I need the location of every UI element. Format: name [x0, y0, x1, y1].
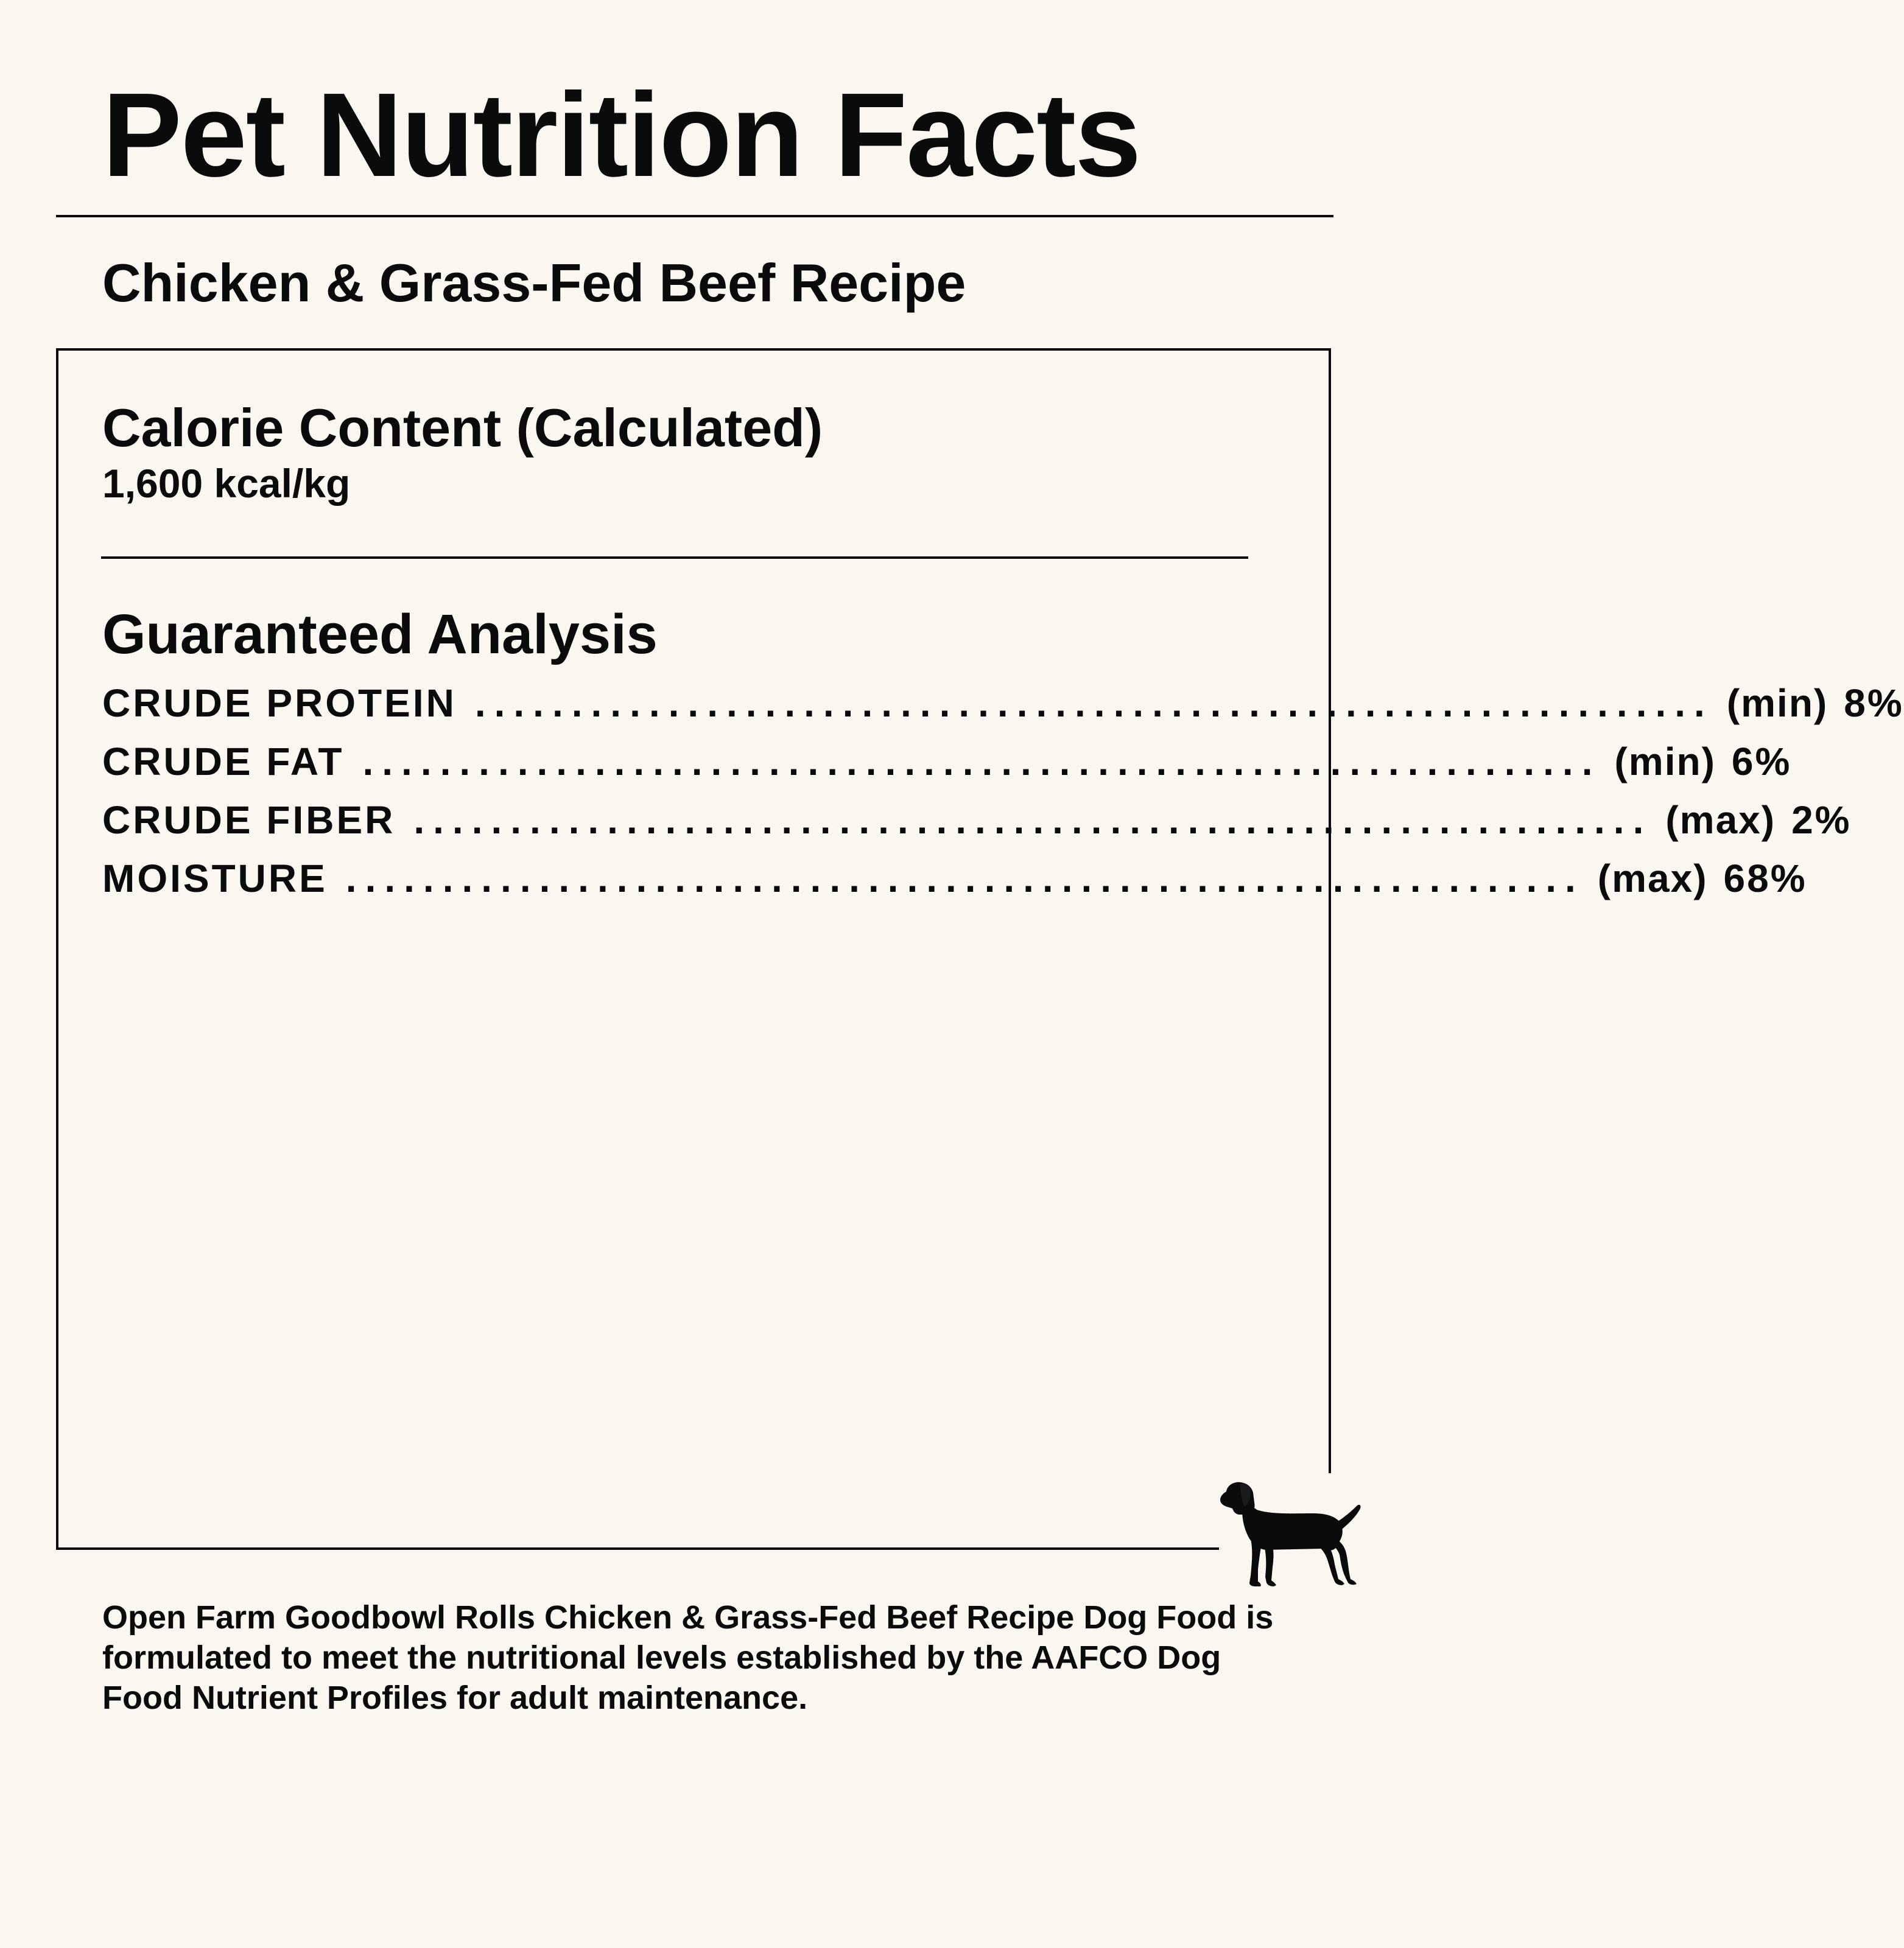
nutrient-value: 68%: [1723, 857, 1807, 900]
nutrient-qualifier: (min): [1614, 740, 1716, 783]
calorie-content-value: 1,600 kcal/kg: [102, 461, 351, 506]
nutrient-value: 8%: [1844, 681, 1904, 725]
title-divider: [56, 215, 1333, 217]
aafco-statement: Open Farm Goodbowl Rolls Chicken & Grass-Fed Beef Recipe Dog Food is formulated to meet the nutritional levels established by the AAFCO Dog Food Nutrient Profiles for adult maintenance.: [102, 1599, 1274, 1716]
page-title: Pet Nutrition Facts: [102, 68, 1140, 201]
dot-leader: ................................................................: [345, 857, 1584, 900]
dot-leader: ................................................................: [413, 798, 1653, 842]
nutrient-name: MOISTURE: [102, 857, 328, 900]
guaranteed-analysis-list: [102, 681, 1904, 914]
calorie-content-heading: Calorie Content (Calculated): [102, 398, 823, 458]
nutrient-qualifier: (max): [1597, 857, 1708, 900]
nutrient-value: 2%: [1791, 798, 1852, 842]
nutrition-panel-bottom-border: [56, 1547, 1219, 1550]
nutrient-qualifier: (max): [1665, 798, 1776, 842]
nutrient-name: CRUDE FIBER: [102, 798, 396, 842]
analysis-row-crude-fiber: [102, 797, 1852, 856]
analysis-row-crude-fat: [102, 739, 1792, 797]
nutrient-name: CRUDE PROTEIN: [102, 681, 457, 725]
nutrient-name: CRUDE FAT: [102, 740, 345, 783]
analysis-row-moisture: [102, 856, 1807, 914]
nutrition-panel: [56, 348, 1331, 1547]
dot-leader: ................................................................: [362, 740, 1601, 783]
analysis-row-crude-protein: [102, 681, 1904, 739]
section-divider: [101, 556, 1248, 559]
dog-silhouette-icon: [1215, 1478, 1361, 1586]
dot-leader: ................................................................: [474, 681, 1713, 725]
recipe-subtitle: Chicken & Grass-Fed Beef Recipe: [102, 253, 966, 313]
nutrient-value: 6%: [1731, 740, 1792, 783]
nutrient-qualifier: (min): [1726, 681, 1828, 725]
guaranteed-analysis-heading: Guaranteed Analysis: [102, 603, 658, 665]
